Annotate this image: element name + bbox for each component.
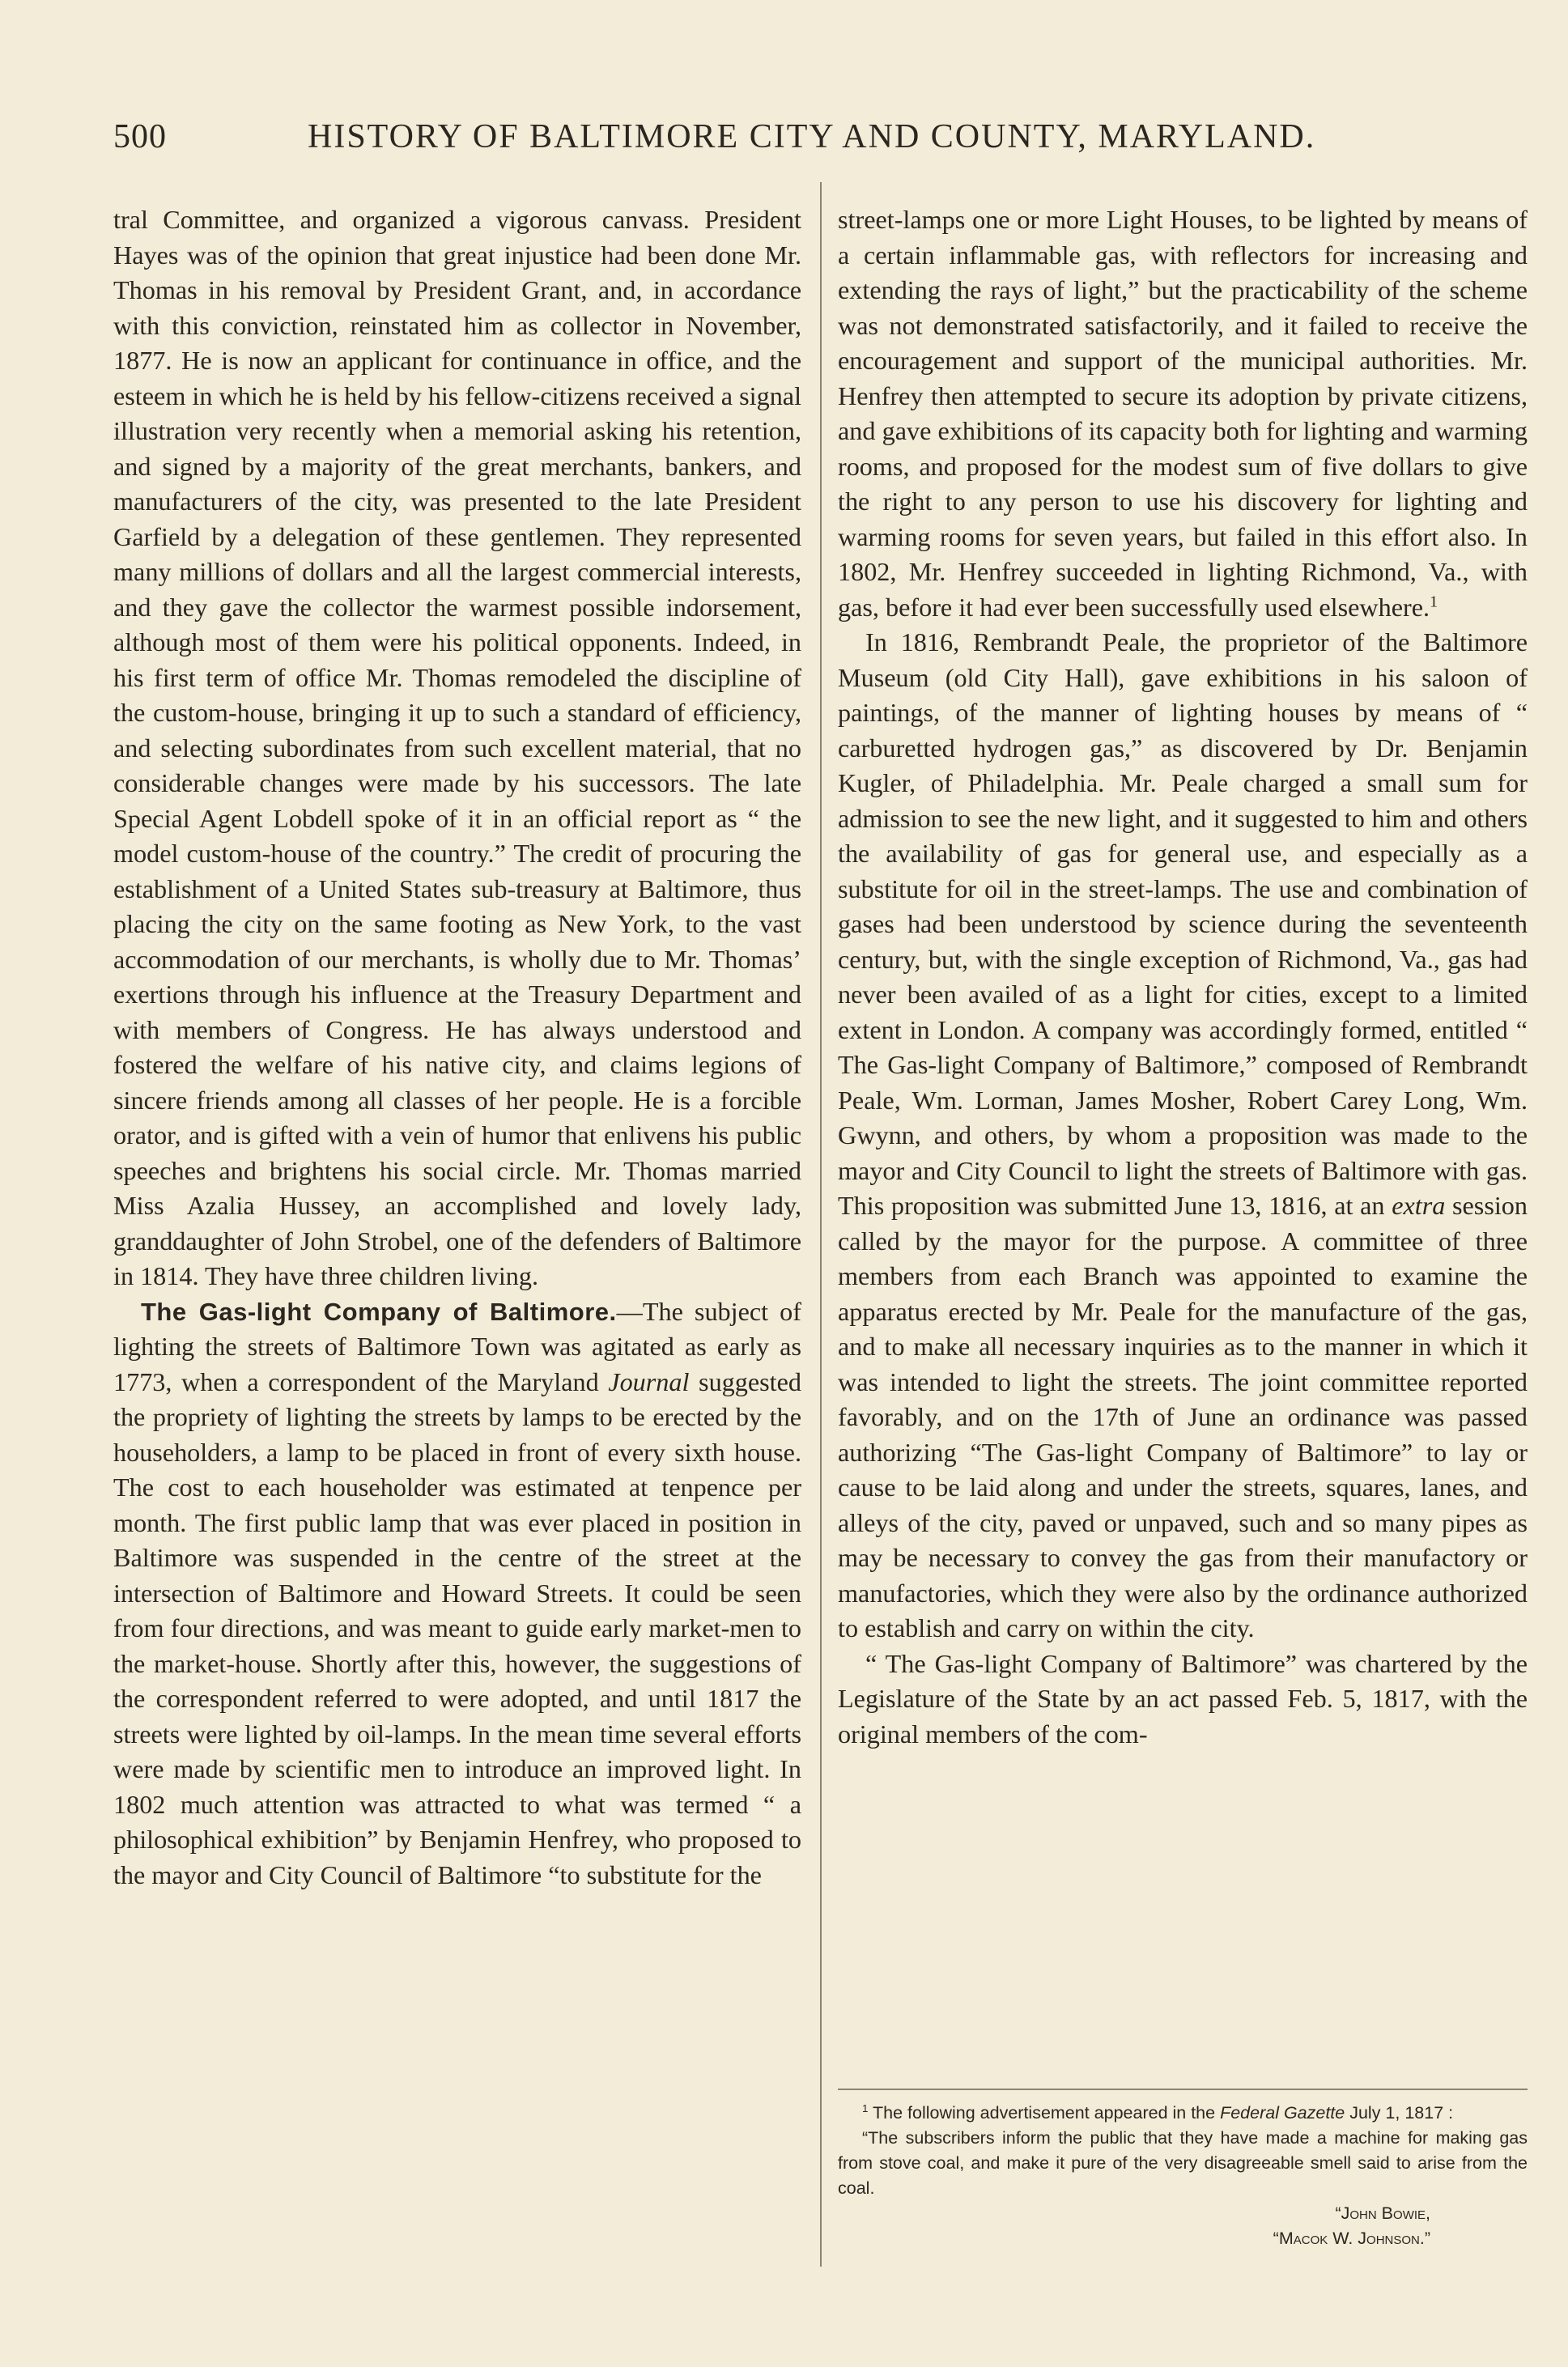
footnote-divider [838,2089,1528,2090]
paragraph [838,1647,1528,1753]
footnotes [838,2101,1528,2344]
paragraph-text: tral Committee, and organized a vigorous canvass. President Hayes was of the opinion that great injustice had been done Mr. Thomas in his removal by President Grant, and, in accordance with this conviction, reinstated him as collector in November, 1877. He is now an applicant for continuance in office, and the esteem in which he is held by his fellow-citizens received a signal illustration very recently when a memorial asking his retention, and signed by a majority of the great merchants, bankers, and manufacturers of the city, was presented to the late President Garfield by a delegation of these gentlemen. They represented many millions of dollars and all the largest commercial interests, and they gave the collector the warmest possible indorsement, although most of them were his political opponents. Indeed, in his first term of office Mr. Thomas remodeled the discipline of the custom-house, bringing it up to such a standard of efficiency, and selecting subordinates from such excellent material, that no considerable changes were made by his successors. The late Special Agent Lobdell spoke of it in an official report as “ the model custom-house of the country.” The credit of procuring the establishment of a United States sub-treasury at Baltimore, thus placing the city on the same footing as New York, to the vast accommodation of our merchants, is wholly due to Mr. Thomas’ exertions through his influence at the Treasury Department and with members of Congress. He has always understood and fostered the welfare of his native city, and claims legions of sincere friends among all classes of her people. He is a forcible orator, and is gifted with a vein of humor that enlivens his public speeches and brightens his social circle. Mr. Thomas married Miss Azalia Hussey, an accomplished and lovely lady, granddaughter of John Strobel, one of the defenders of Baltimore in 1814. They have three children living. [113,205,801,1290]
footnote-reference[interactable]: 1 [1430,592,1438,610]
column-divider [820,182,822,2267]
section-title: The Gas-light Company of Baltimore. [141,1297,617,1326]
signature-line: “Macok W. Johnson.” [1273,2229,1430,2248]
italic-text: Federal Gazette [1220,2103,1345,2123]
page-header [113,117,1506,166]
page-number: 500 [113,118,167,155]
paragraph-text: session called by the mayor for the purpose. A committee of three members from each Branch was appointed to examine the apparatus erected by Mr. Peale for the manufacture of the gas, and to make all necessary inquiries as to the manner in which it was intended to light the streets. The joint committee reported favorably, and on the 17th of June an ordinance was passed authorizing “The Gas-light Company of Baltimore” to lay or cause to be laid along and under the streets, squares, lanes, and alleys of the city, paved or unpaved, such and so many pipes as may be necessary to convey the gas from their manufactory or manufactories, which they were also by the ordinance authorized to establish and carry on within the city. [838,1191,1528,1642]
footnote-text: The following advertisement appeared in the [868,2103,1221,2123]
paragraph-text: suggested the propriety of lighting the streets by lamps to be erected by the householders, a lamp to be placed in front of every sixth house. The cost to each householder was estimated at tenpence per month. The first public lamp that was ever placed in position in Baltimore was suspended in the centre of the street at the intersection of Baltimore and Howard Streets. It could be seen from four directions, and was meant to guide early market-men to the market-house. Shortly after this, however, the suggestions of the correspondent referred to were adopted, and until 1817 the streets were lighted by oil-lamps. In the mean time several efforts were made by scientific men to introduce an improved light. In 1802 much attention was attracted to what was termed “ a philosophical exhibition” by Benjamin Henfrey, who proposed to the mayor and City Council of Baltimore “to substitute for the [113,1366,801,1889]
paragraph-text: In 1816, Rembrandt Peale, the proprietor of the Baltimore Museum (old City Hall), gave exhibitions in his saloon of paintings, of the manner of lighting houses by means of “ carburetted hydrogen gas,” as discovered by Dr. Benjamin Kugler, of Philadelphia. Mr. Peale charged a small sum for admission to see the new light, and it suggested to him and others the availability of gas for general use, and especially as a substitute for oil in the street-lamps. The use and combination of gases had been understood by science during the seventeenth century, but, with the single exception of Richmond, Va., gas had never been availed of as a light for cities, except to a limited extent in London. A company was accordingly formed, entitled “ The Gas-light Company of Baltimore,” composed of Rembrandt Peale, Wm. Lorman, James Mosher, Robert Carey Long, Wm. Gwynn, and others, by whom a proposition was made to the mayor and City Council to light the streets of Baltimore with gas. This proposition was submitted June 13, 1816, at an [838,627,1528,1220]
signature-line: “John Bowie, [1335,2203,1430,2223]
footnote-text: July 1, 1817 : [1345,2103,1454,2123]
italic-text: Journal [608,1366,690,1396]
left-column [113,202,801,2267]
right-column [838,202,1528,2105]
paragraph-text: “ The Gas-light Company of Baltimore” was chartered by the Legislature of the State by an act passed Feb. 5, 1817, with the original members of the com- [838,1648,1528,1749]
running-title: HISTORY OF BALTIMORE CITY AND COUNTY, MARYLAND. [308,118,1316,155]
footnote-mark: 1 [862,2101,869,2114]
footnote-quote: “The subscribers inform the public that they have made a machine for making gas from stove coal, and make it pure of the very disagreeable smell said to arise from the coal. [838,2128,1528,2198]
paragraph [113,202,801,1294]
paragraph [838,625,1528,1647]
footnote [838,2101,1528,2126]
paragraph-text: street-lamps one or more Light Houses, to be lighted by means of a certain inflammable gas, with reflectors for increasing and extending the rays of light,” but the practicability of the scheme was not demonstrated satisfactorily, and it failed to receive the encouragement and support of the municipal authorities. Mr. Henfrey then attempted to secure its adoption by private citizens, and gave exhibitions of its capacity both for lighting and warming rooms, and proposed for the modest sum of five dollars to give the right to any person to use his discovery for lighting and warming rooms for seven years, but failed in this effort also. In 1802, Mr. Henfrey succeeded in lighting Richmond, Va., with gas, before it had ever been successfully used elsewhere. [838,205,1528,622]
paragraph [838,202,1528,625]
paragraph [113,1294,801,1893]
italic-text: extra [1392,1191,1446,1220]
paragraph-text: —The subject of lighting the streets of Baltimore Town was agitated as early as 1773, when a correspondent of the Maryland [113,1296,801,1396]
